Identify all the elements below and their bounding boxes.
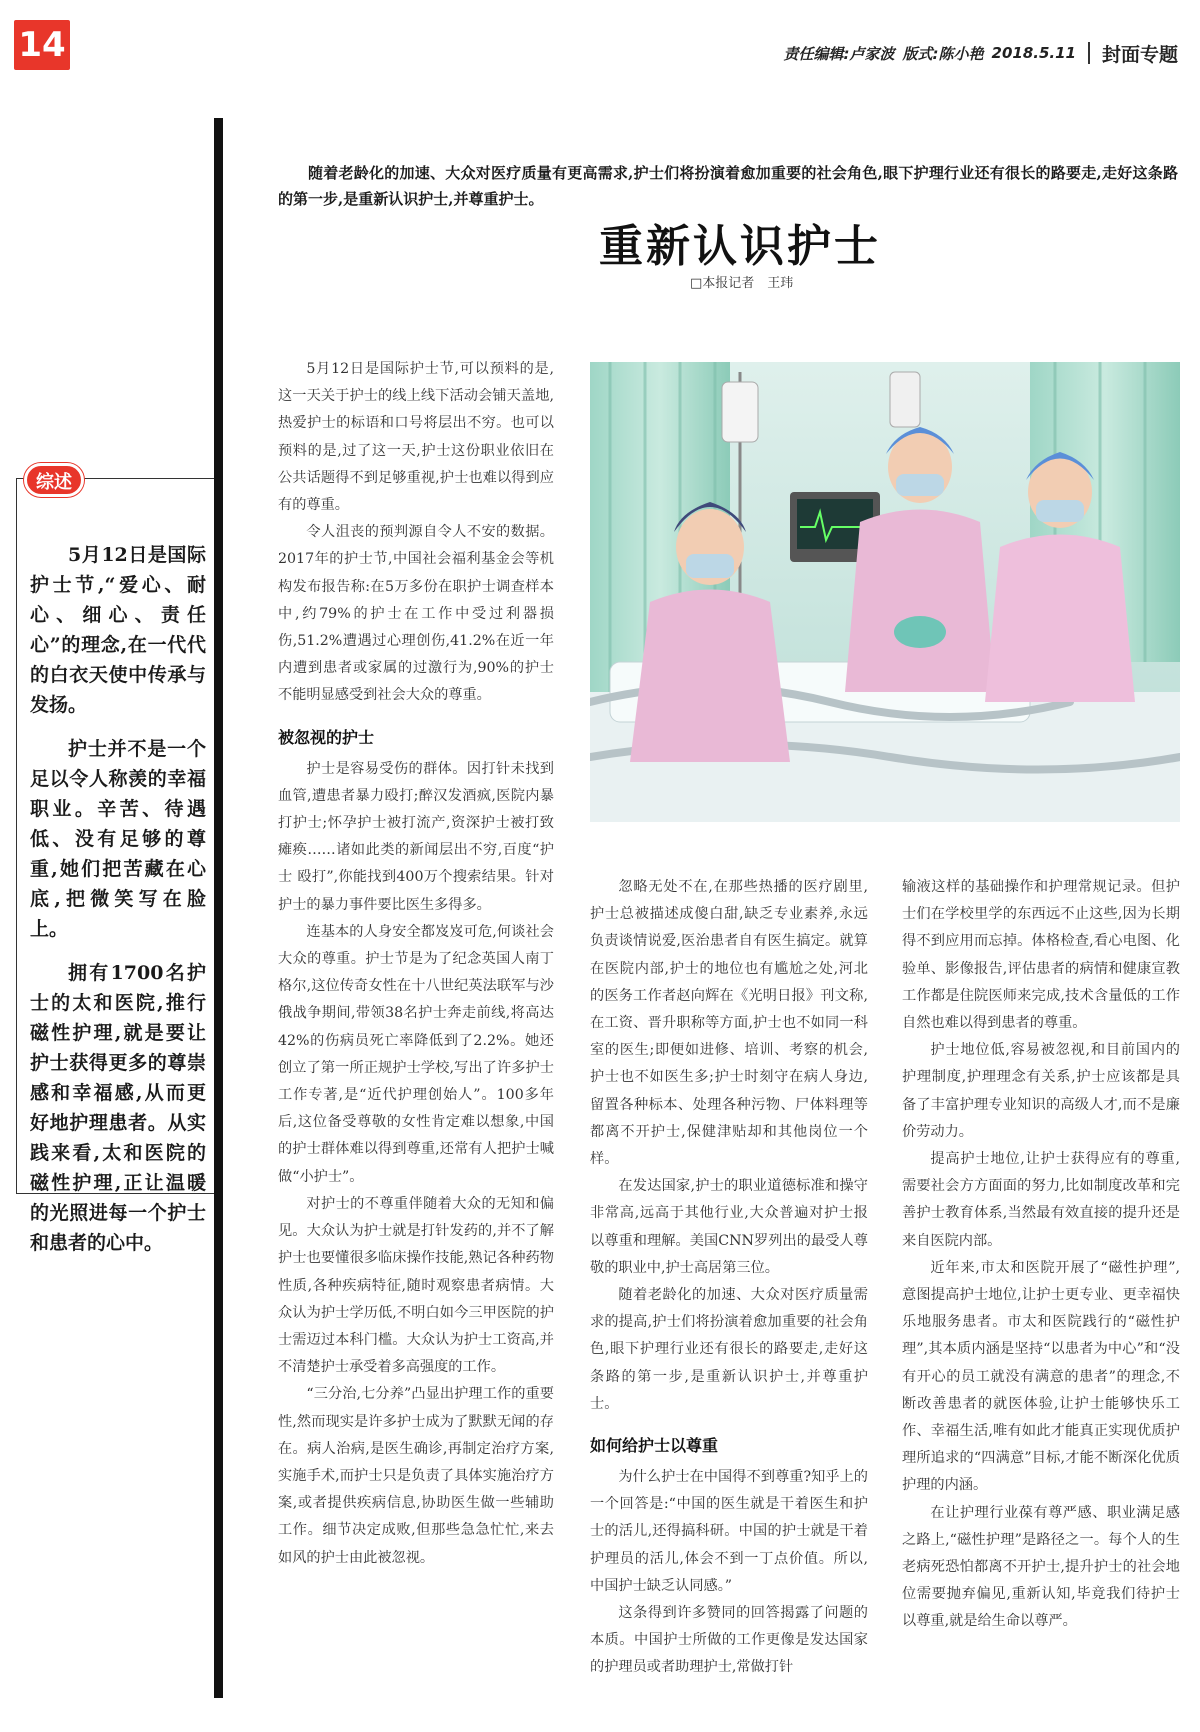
header-meta bbox=[784, 38, 1178, 68]
article-photo bbox=[590, 362, 1180, 822]
article-paragraph: 对护士的不尊重伴随着大众的无知和偏见。大众认为护士就是打针发药的,并不了解护士也要懂很多临床操作技能,熟记各种药物性质,各种疾病特征,随时观察患者病情。大众认为护士学历低,不明白如今三甲医院的护士需迈过本科门槛。大众认为护士工资高,并不清楚护士承受着多高强度的工作。 bbox=[278, 1195, 554, 1376]
article-paragraph: 忽略无处不在,在那些热播的医疗剧里,护士总被描述成傻白甜,缺乏专业素养,永远负责谈情说爱,医治患者自有医生搞定。就算在医院内部,护士的地位也有尴尬之处,河北的医务工作者赵向辉在《光明日报》刊文称,在工资、晋升职称等方面,护士也不如同一科室的医生;即便如进修、培训、考察的机会,护士也不如医生多;护士时刻守在病人身边,留置各种标本、处理各种污物、尸体料理等都离不开护士,保健津贴却和其他岗位一个样。 bbox=[590, 879, 868, 1168]
article-column-1 bbox=[278, 356, 554, 1572]
article-title: 重新认识护士 bbox=[599, 221, 881, 272]
summary-text bbox=[30, 540, 206, 1272]
article-paragraph: 护士是容易受伤的群体。因打针未找到血管,遭患者暴力殴打;醉汉发酒疯,医院内暴打护士;怀孕护士被打流产,资深护士被打致瘫痪……诸如此类的新闻层出不穷,百度“护士 殴打”,你能找到400万个搜索结果。针对护士的暴力事件要比医生多得多。 bbox=[278, 760, 554, 913]
article-paragraph: 在发达国家,护士的职业道德标准和操守非常高,远高于其他行业,大众普遍对护士报以尊重和理解。美国CNN罗列出的最受人尊敬的职业中,护士高居第三位。 bbox=[590, 1178, 868, 1276]
article-paragraph: 随着老龄化的加速、大众对医疗质量需求的提高,护士们将扮演着愈加重要的社会角色,眼下护理行业还有很长的路要走,走好这条路的第一步,是重新认识护士,并尊重护士。 bbox=[590, 1287, 868, 1412]
article-paragraph: 在让护理行业葆有尊严感、职业满足感之路上,“磁性护理”是路径之一。每个人的生老病死恐怕都离不开护士,提升护士的社会地位需要抛弃偏见,重新认知,毕竟我们待护士以尊重,就是给生命以尊严。 bbox=[902, 1504, 1180, 1630]
layout-credit: 版式:陈小艳 bbox=[902, 44, 984, 63]
subheading: 如何给护士以尊重 bbox=[590, 1436, 719, 1456]
summary-paragraph: 拥有1700名护士的太和医院,推行磁性护理,就是要让护士获得更多的尊崇感和幸福感,从而更好地护理患者。从实践来看,太和医院的磁性护理,正让温暖的光照进每一个护士和患者的心中。 bbox=[30, 962, 206, 1254]
article-column-3 bbox=[902, 874, 1180, 1636]
article-paragraph: 提高护士地位,让护士获得应有的尊重,需要社会方方面面的努力,比如制度改革和完善护士教育体系,当然最有效直接的提升还是来自医院内部。 bbox=[902, 1151, 1180, 1249]
article-paragraph: 护士地位低,容易被忽视,和目前国内的护理制度,护理理念有关系,护士应该都是具备了丰富护理专业知识的高级人才,而不是廉价劳动力。 bbox=[902, 1042, 1180, 1140]
article-paragraph: 近年来,市太和医院开展了“磁性护理”,意图提高护士地位,让护士更专业、更幸福快乐地服务患者。市太和医院践行的“磁性护理”,其本质内涵是坚持“以患者为中心”和“没有开心的员工就没有满意的患者”的理念,不断改善患者的就医体验,让护士能够快乐工作、幸福生活,唯有如此才能真正实现优质护理所追求的“四满意”目标,才能不断深化优质护理的内涵。 bbox=[902, 1259, 1180, 1494]
subheading: 被忽视的护士 bbox=[278, 727, 375, 747]
article-paragraph: 这条得到许多赞同的回答揭露了问题的本质。中国护士所做的工作更像是发达国家的护理员或者助理护士,常做打针 bbox=[590, 1605, 868, 1676]
article-paragraph: 连基本的人身安全都岌岌可危,何谈社会大众的尊重。护士节是为了纪念英国人南丁格尔,这位传奇女性在十八世纪英法联军与沙俄战争期间,带领38名护士奔走前线,将高达42%的伤病员死亡率降低到了2.2%。她还创立了第一所正规护士学校,写出了许多护士工作专著,是“近代护理创始人”。100多年后,这位备受尊敬的女性肯定难以想象,中国的护士群体难以得到尊重,还常有人把护士喊做“小护士”。 bbox=[278, 923, 554, 1185]
vertical-rule bbox=[214, 118, 223, 1698]
article-paragraph: 输液这样的基础操作和护理常规记录。但护士们在学校里学的东西远不止这些,因为长期得不到应用而忘掉。体格检查,看心电图、化验单、影像报告,评估患者的病情和健康宣教工作都是住院医师来完成,技术含量低的工作自然也难以得到患者的尊重。 bbox=[902, 879, 1180, 1032]
article-byline: □本报记者 王玮 bbox=[690, 276, 794, 291]
section-name: 封面专题 bbox=[1101, 43, 1178, 66]
summary-paragraph: 5月12日是国际护士节,“爱心、耐心、细心、责任心”的理念,在一代代的白衣天使中传承与发扬。 bbox=[30, 544, 206, 716]
summary-paragraph: 护士并不是一个足以令人称羡的幸福职业。辛苦、待遇低、没有足够的尊重,她们把苦藏在心底,把微笑写在脸上。 bbox=[30, 738, 206, 940]
summary-tag: 综述 bbox=[24, 463, 84, 497]
page-number: 14 bbox=[14, 20, 70, 70]
article-column-2 bbox=[590, 874, 868, 1682]
article-paragraph: “三分治,七分养”凸显出护理工作的重要性,然而现实是许多护士成为了默默无闻的存在。病人治病,是医生确诊,再制定治疗方案,实施手术,而护士只是负责了具体实施治疗方案,或者提供疾病信息,协助医生做一些辅助工作。细节决定成败,但那些急急忙忙,来去如风的护士由此被忽视。 bbox=[278, 1386, 554, 1566]
editor-credit: 责任编辑:卢家波 bbox=[783, 44, 895, 63]
header-divider bbox=[1088, 42, 1090, 64]
article-intro: 随着老龄化的加速、大众对医疗质量有更高需求,护士们将扮演着愈加重要的社会角色,眼下护理行业还有很长的路要走,走好这条路的第一步,是重新认识护士,并尊重护士。 bbox=[278, 164, 1178, 208]
article-paragraph: 5月12日是国际护士节,可以预料的是,这一天关于护士的线上线下活动会铺天盖地,热爱护士的标语和口号将层出不穷。也可以预料的是,过了这一天,护士这份职业依旧在公共话题得不到足够重视,护士也难以得到应有的尊重。 bbox=[278, 361, 554, 514]
nurses-photo-illustration bbox=[590, 362, 1180, 822]
issue-date: 2018.5.11 bbox=[991, 44, 1076, 62]
article-paragraph: 为什么护士在中国得不到尊重?知乎上的一个回答是:“中国的医生就是干着医生和护士的活儿,还得搞科研。中国的护士就是干着护理员的活儿,体会不到一丁点价值。所以,中国护士缺乏认同感。” bbox=[590, 1469, 868, 1594]
article-paragraph: 令人沮丧的预判源自令人不安的数据。2017年的护士节,中国社会福利基金会等机构发布报告称:在5万多份在职护士调查样本中,约79%的护士在工作中受过利器损伤,51.2%遭遇过心理创伤,41.2%在近一年内遭到患者或家属的过激行为,90%的护士不能明显感受到社会大众的尊重。 bbox=[278, 524, 554, 704]
